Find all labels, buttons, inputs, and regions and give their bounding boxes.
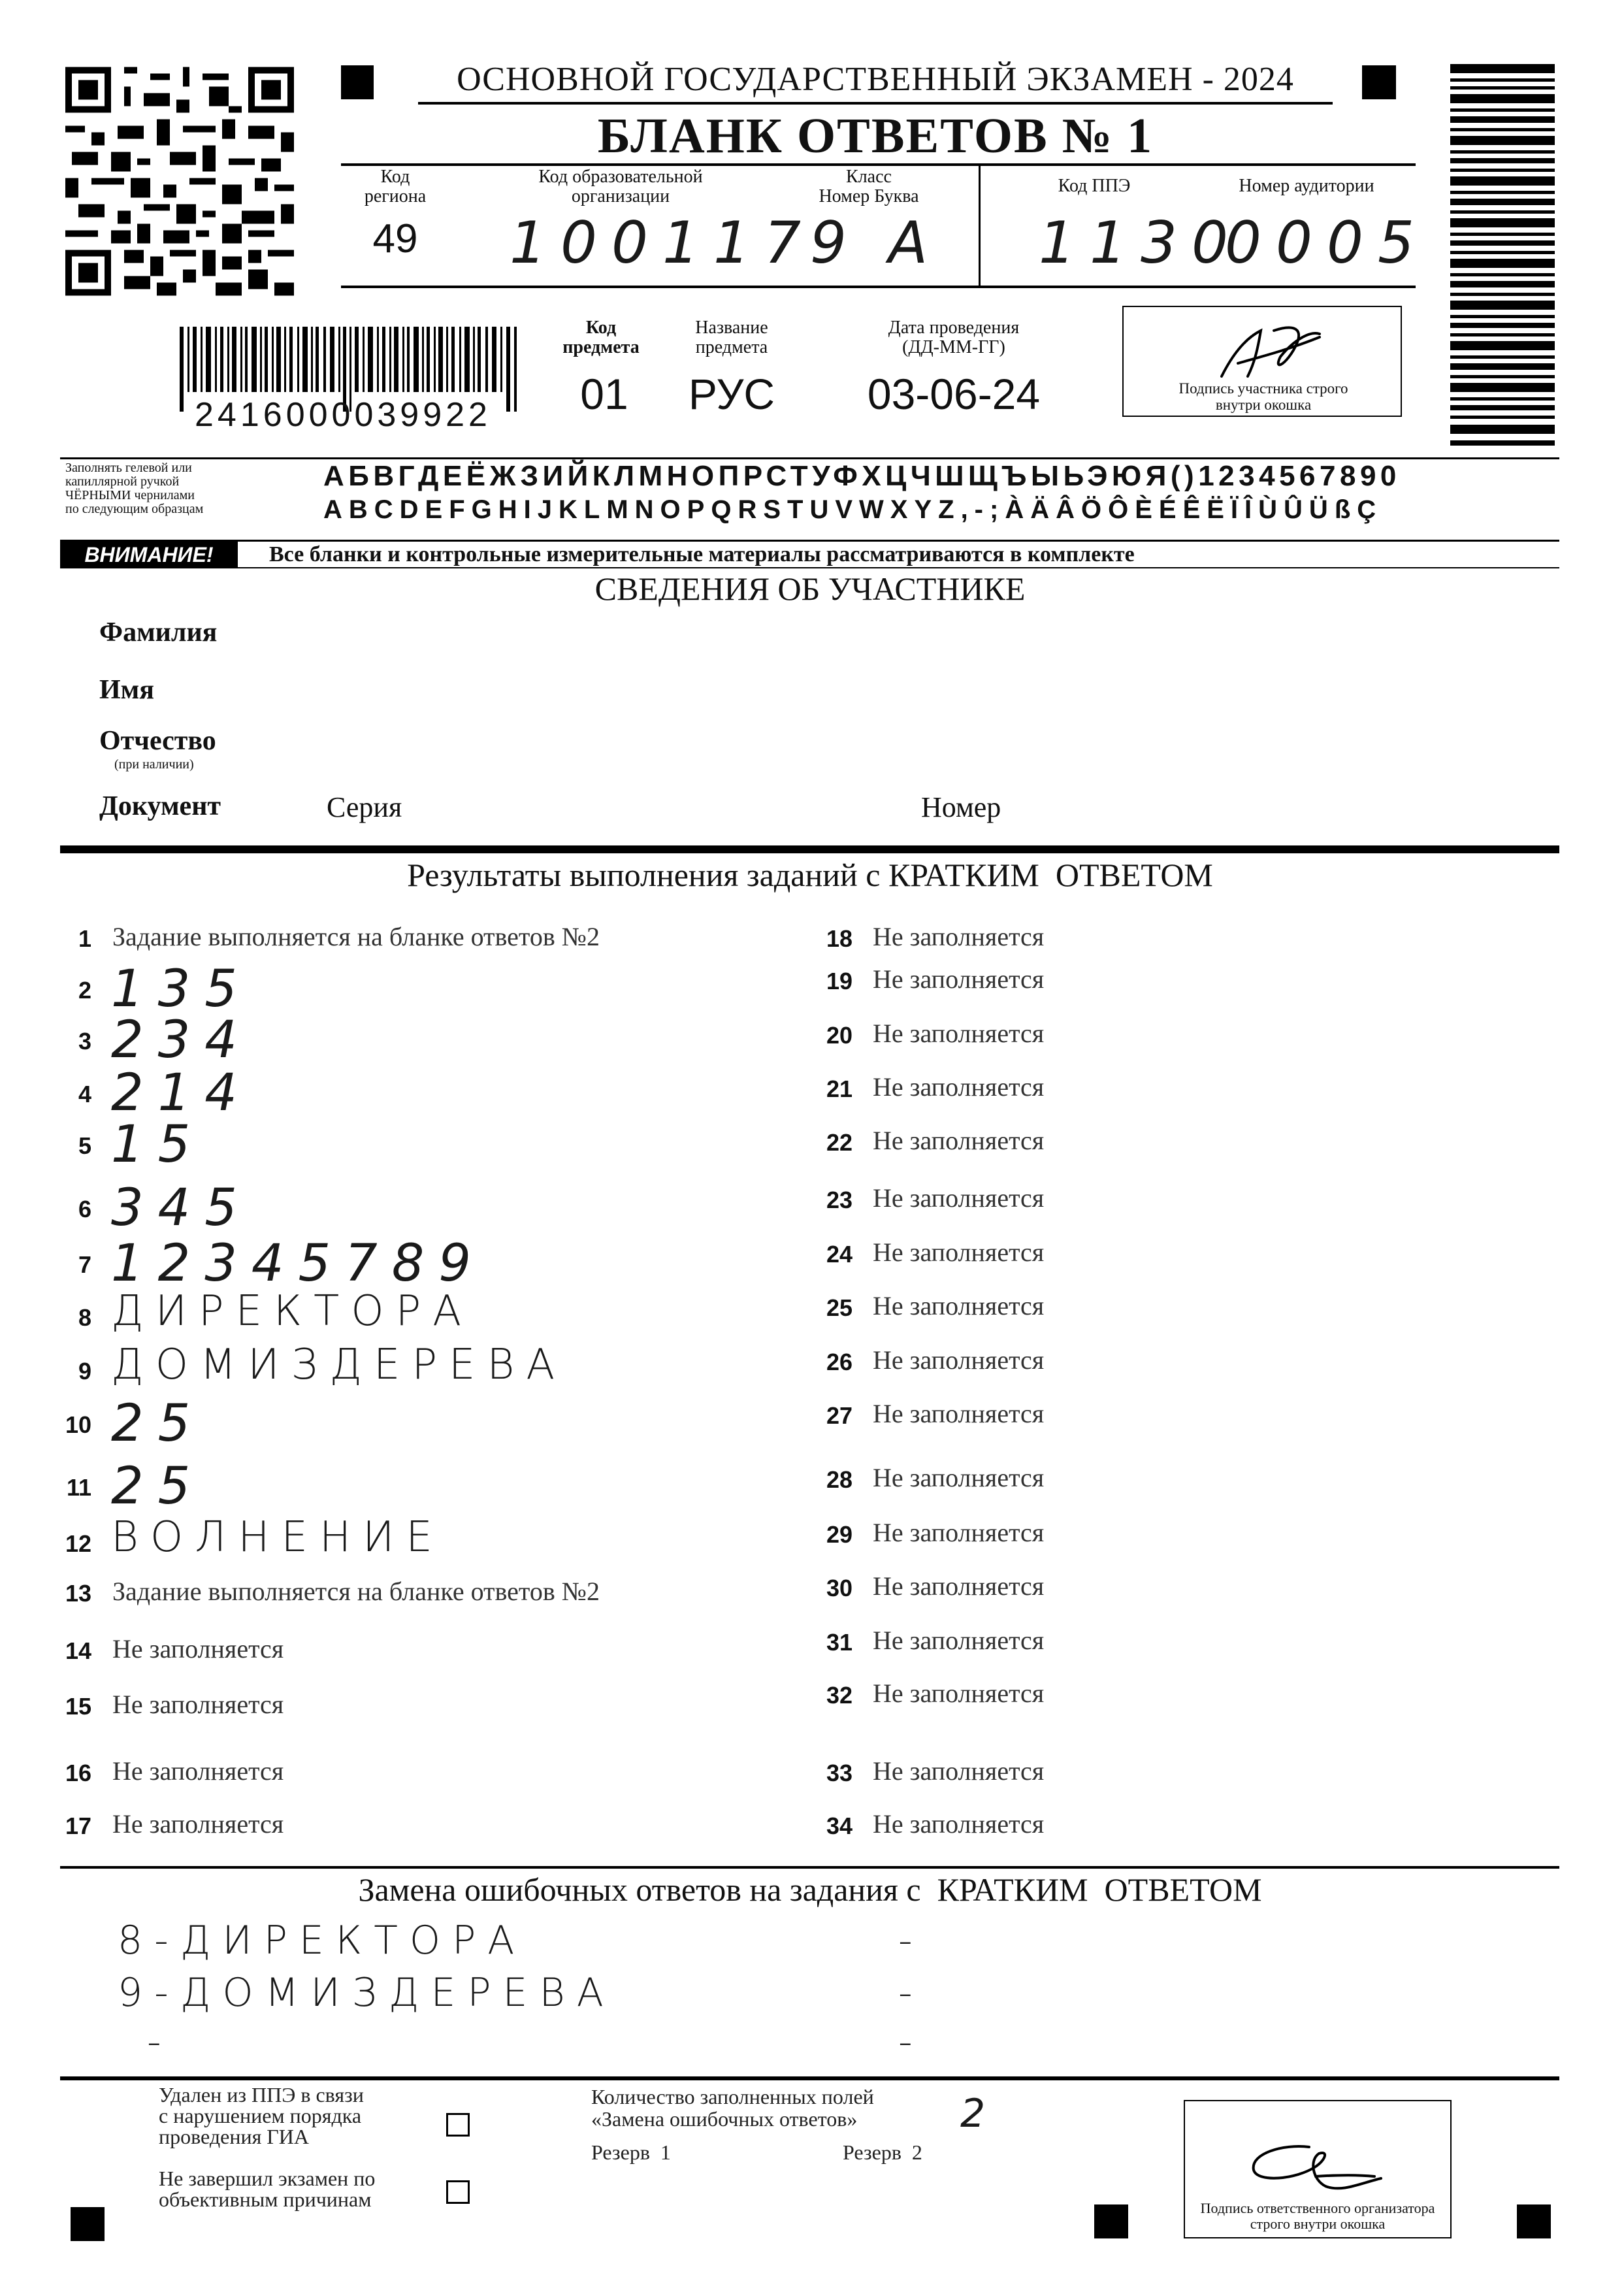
sample-top-rule <box>60 457 1559 459</box>
answer-number: 19 <box>826 968 853 994</box>
answer-note: Не заполняется <box>873 1626 1045 1655</box>
answer-number: 21 <box>826 1075 853 1102</box>
answer-number: 3 <box>78 1028 91 1055</box>
answer-note: Не заполняется <box>112 1756 284 1786</box>
codes-bottom-rule <box>341 286 1416 288</box>
alignment-marker-top-left <box>341 65 374 99</box>
answer-note: Не заполняется <box>873 1345 1045 1375</box>
document-series-label: Серия <box>327 791 402 823</box>
answer-note: Не заполняется <box>873 1291 1045 1320</box>
document-number-label: Номер <box>921 791 1001 823</box>
answer-field[interactable]: ДОМИЗДЕРЕВА <box>111 1341 567 1389</box>
answer-number: 24 <box>826 1241 853 1268</box>
answer-note: Не заполняется <box>873 1679 1045 1708</box>
answer-number: 28 <box>826 1466 853 1493</box>
answer-number: 23 <box>826 1187 853 1213</box>
answer-field[interactable]: 12345789 <box>111 1234 486 1293</box>
answer-number: 25 <box>826 1294 853 1321</box>
participant-section-bottom-rule <box>60 845 1559 853</box>
answer-note: Не заполняется <box>873 1072 1045 1102</box>
answer-number: 30 <box>826 1575 853 1601</box>
answer-field[interactable]: 214 <box>111 1064 252 1122</box>
replacement-left-2[interactable]: 9-ДОМИЗДЕРЕВА <box>118 1970 615 2016</box>
answer-field[interactable]: 25 <box>111 1457 205 1516</box>
not-finished-label: Не завершил экзамен по объективным причинам <box>159 2167 376 2211</box>
surname-label: Фамилия <box>99 617 218 647</box>
answer-number: 11 <box>66 1474 91 1501</box>
subject-code-label: Код предмета <box>562 318 640 357</box>
participant-signature <box>1124 311 1398 389</box>
room-number-label: Номер аудитории <box>1239 176 1374 196</box>
answer-number: 5 <box>78 1132 91 1159</box>
answer-number: 6 <box>78 1196 91 1222</box>
answer-number: 31 <box>826 1629 853 1656</box>
not-finished-checkbox[interactable] <box>446 2180 470 2204</box>
answer-number: 18 <box>826 925 853 952</box>
answer-number: 15 <box>65 1693 91 1720</box>
participant-section-title: СВЕДЕНИЯ ОБ УЧАСТНИКЕ <box>594 570 1026 607</box>
exam-title-underline <box>418 102 1333 105</box>
answer-note: Не заполняется <box>873 1237 1045 1267</box>
answer-note: Не заполняется <box>873 1809 1045 1839</box>
notice-bottom-rule <box>238 567 1559 568</box>
room-number-value: 0005 <box>1225 209 1429 276</box>
official-signature-caption: Подпись ответственного организатора строго внутри окошка <box>1200 2200 1435 2232</box>
region-value: 49 <box>372 216 418 261</box>
answer-note: Не заполняется <box>873 1571 1045 1601</box>
document-label: Документ <box>99 791 221 821</box>
answer-note: Не заполняется <box>112 1634 284 1663</box>
class-number: 9 <box>810 209 861 276</box>
reserve-1-label: Резерв 1 <box>591 2140 671 2164</box>
answer-number: 10 <box>65 1411 91 1438</box>
answer-number: 29 <box>826 1521 853 1548</box>
answer-number: 9 <box>78 1358 91 1385</box>
answer-number: 7 <box>78 1251 91 1278</box>
exam-date-label: Дата проведения (ДД-ММ-ГГ) <box>888 318 1020 357</box>
patronymic-note: (при наличии) <box>114 757 194 772</box>
answer-field[interactable]: ВОЛНЕНИЕ <box>111 1513 444 1562</box>
form-title: БЛАНК ОТВЕТОВ № 1 <box>597 108 1154 163</box>
notice-text: Все бланки и контрольные измерительные материалы рассматриваются в комплекте <box>269 542 1135 566</box>
answer-number: 12 <box>65 1530 91 1557</box>
answer-number: 20 <box>826 1022 853 1049</box>
reserve-2-label: Резерв 2 <box>843 2140 922 2164</box>
org-code-value: 100117 <box>510 209 815 276</box>
removed-from-ppe-checkbox[interactable] <box>446 2113 470 2137</box>
subject-code-value: 01 <box>580 370 628 418</box>
answer-number: 26 <box>826 1349 853 1375</box>
answer-note: Задание выполняется на бланке ответов №2 <box>112 1577 600 1606</box>
participant-signature-box[interactable] <box>1122 306 1402 417</box>
answer-note: Не заполняется <box>873 964 1045 994</box>
answer-number: 33 <box>826 1760 853 1786</box>
answer-number: 8 <box>78 1304 91 1331</box>
answer-number: 32 <box>826 1682 853 1709</box>
alignment-marker-bottom-right <box>1517 2204 1551 2238</box>
replacement-right-1[interactable]: - <box>898 1918 924 1963</box>
class-letter: А <box>888 209 943 276</box>
filled-count-label: Количество заполненных полей «Замена ошибочных ответов» <box>591 2085 874 2131</box>
side-barcode <box>1450 64 1555 450</box>
replacements-title: Замена ошибочных ответов на задания с КРАТКИМ ОТВЕТОМ <box>358 1871 1262 1908</box>
answer-note: Не заполняется <box>112 1809 284 1839</box>
replacements-bottom-rule <box>60 2076 1559 2080</box>
alignment-marker-bottom-center <box>1094 2204 1128 2238</box>
alignment-marker-bottom-left <box>71 2207 105 2241</box>
official-signature <box>1185 2114 1446 2206</box>
answer-note: Не заполняется <box>873 1183 1045 1213</box>
qr-code <box>65 65 294 297</box>
region-label: Код региона <box>364 167 427 206</box>
answer-note: Не заполняется <box>873 1126 1045 1155</box>
answer-number: 13 <box>65 1580 91 1607</box>
answer-note: Не заполняется <box>873 1399 1045 1428</box>
answer-number: 16 <box>65 1760 91 1786</box>
barcode-number: 2416000039922 <box>195 396 491 434</box>
answer-note: Не заполняется <box>873 1518 1045 1547</box>
exam-title: ОСНОВНОЙ ГОСУДАРСТВЕННЫЙ ЭКЗАМЕН - 2024 <box>457 61 1294 98</box>
replacement-right-3[interactable]: - <box>898 2019 924 2065</box>
answer-field[interactable]: 234 <box>111 1011 252 1070</box>
replacement-left-3[interactable]: - <box>147 2019 173 2065</box>
codes-divider <box>979 165 981 287</box>
replacement-left-1[interactable]: 8-ДИРЕКТОРА <box>118 1918 527 1963</box>
answer-number: 14 <box>65 1637 91 1664</box>
sample-instruction: Заполнять гелевой или капиллярной ручкой ЧЁРНЫМИ чернилами по следующим образцам <box>65 461 204 516</box>
answer-note: Не заполняется <box>873 1019 1045 1048</box>
org-code-label: Код образовательной организации <box>538 167 703 206</box>
exam-date-value: 03-06-24 <box>867 370 1041 418</box>
answer-field[interactable]: 15 <box>111 1115 205 1174</box>
sample-row-cyrillic: АБВГДЕЁЖЗИЙКЛМНОПРСТУФХЦЧШЩЪЫЬЭЮЯ()1234567890 <box>323 460 1401 492</box>
class-label: Класс Номер Буква <box>819 167 919 206</box>
participant-signature-caption: Подпись участника строго внутри окошка <box>1178 380 1348 413</box>
answer-number: 34 <box>826 1812 853 1839</box>
answer-field[interactable]: 25 <box>111 1394 205 1453</box>
answer-note: Задание выполняется на бланке ответов №2 <box>112 922 600 951</box>
name-label: Имя <box>99 675 154 705</box>
answer-field[interactable]: ДИРЕКТОРА <box>111 1287 473 1335</box>
answer-number: 4 <box>78 1081 91 1107</box>
answer-number: 22 <box>826 1129 853 1156</box>
answer-number: 17 <box>65 1812 91 1839</box>
official-signature-box[interactable] <box>1184 2100 1452 2238</box>
answer-number: 2 <box>78 977 91 1004</box>
replacement-right-2[interactable]: - <box>898 1970 924 2016</box>
answer-note: Не заполняется <box>112 1690 284 1719</box>
removed-from-ppe-label: Удален из ППЭ в связи с нарушением порядка проведения ГИА <box>159 2083 364 2148</box>
answer-note: Не заполняется <box>873 922 1045 951</box>
ppe-code-value: 1130 <box>1039 209 1242 276</box>
subject-name-label: Название предмета <box>695 318 768 357</box>
filled-count-value[interactable]: 2 <box>960 2091 1000 2137</box>
codes-top-rule <box>341 163 1416 166</box>
answer-number: 1 <box>78 925 91 952</box>
alignment-marker-top-right <box>1362 65 1396 99</box>
sample-row-latin: ABCDEFGHIJKLMNOPQRSTUVWXYZ,-;ÀÄÂÖÔÈÉÊËÏÎÙÛÜßÇ <box>323 495 1383 524</box>
short-answers-title: Результаты выполнения заданий с КРАТКИМ ОТВЕТОМ <box>407 857 1213 893</box>
subject-name-value: РУС <box>688 370 775 418</box>
short-answers-bottom-rule <box>60 1866 1559 1869</box>
patronymic-label: Отчество <box>99 726 216 756</box>
answer-note: Не заполняется <box>873 1463 1045 1492</box>
notice-badge: ВНИМАНИЕ! <box>60 541 238 568</box>
answer-number: 27 <box>826 1402 853 1429</box>
answer-field[interactable]: 345 <box>111 1179 252 1237</box>
ppe-code-label: Код ППЭ <box>1058 176 1131 196</box>
answer-field[interactable]: 135 <box>111 960 252 1019</box>
answer-note: Не заполняется <box>873 1756 1045 1786</box>
